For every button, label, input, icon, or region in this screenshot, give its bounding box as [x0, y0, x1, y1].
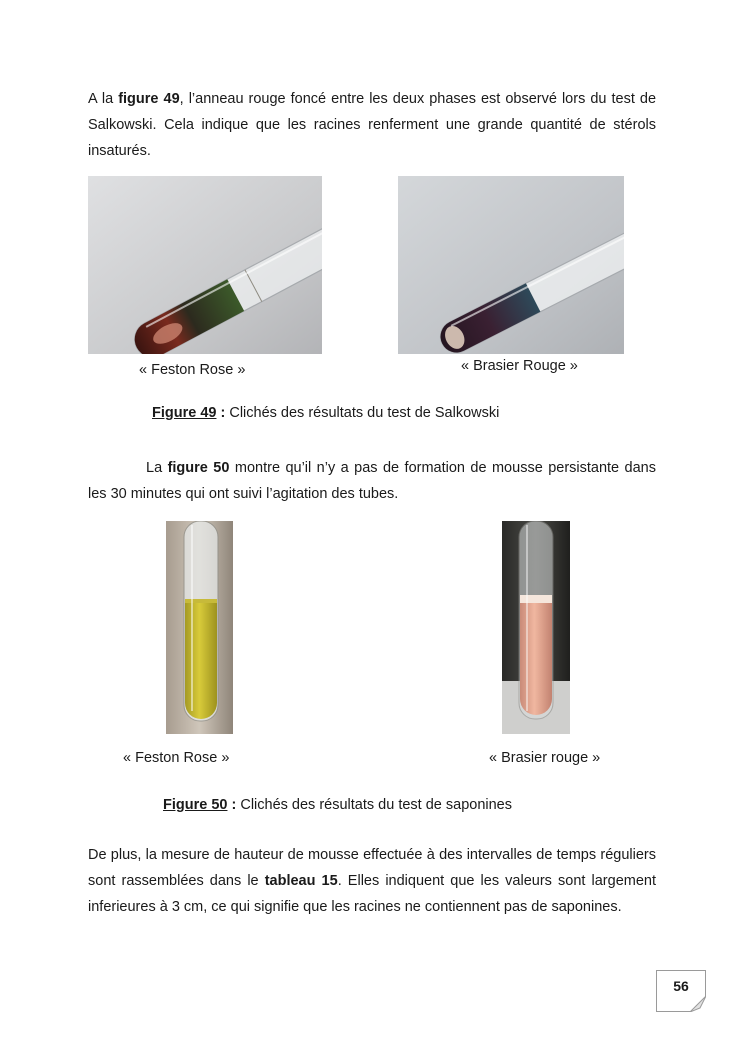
photo-saponines-brasier-rouge	[502, 521, 570, 734]
paragraph-tableau-15	[88, 842, 656, 920]
figure-reference: figure 49	[118, 91, 180, 107]
caption-text: Clichés des résultats du test de Salkowski	[225, 405, 500, 421]
figure-49-label-left: « Feston Rose »	[139, 362, 246, 378]
figure-50-label-left: « Feston Rose »	[123, 750, 230, 766]
photo-saponines-feston-rose	[166, 521, 233, 734]
caption-colon: :	[227, 797, 237, 813]
table-reference: tableau 15	[264, 873, 338, 889]
figure-reference: figure 50	[167, 460, 230, 476]
figure-50-label-right: « Brasier rouge »	[489, 750, 601, 766]
figure-number: Figure 50	[163, 797, 228, 813]
paragraph-figure-49	[88, 86, 656, 164]
figure-number: Figure 49	[152, 405, 217, 421]
caption-colon: :	[216, 405, 226, 421]
paragraph-text: . Elles indiquent que les valeurs sont largement inferieures à 3 cm, ce qui signifie que les racines ne contiennent pas de saponines.	[88, 873, 656, 915]
page-number: 56	[673, 978, 689, 994]
figure-49-caption	[152, 405, 499, 421]
caption-text: Clichés des résultats du test de saponines	[236, 797, 512, 813]
paragraph-text: montre qu’il n’y a pas de formation de mousse persistante dans les 30 minutes qui ont suivi l’agitation des tubes.	[88, 460, 657, 502]
page-curl-icon	[690, 996, 706, 1012]
photo-salkowski-brasier-rouge	[398, 176, 624, 354]
figure-49-label-right: « Brasier Rouge »	[461, 358, 578, 374]
paragraph-text: La	[146, 460, 168, 476]
page-number-box	[656, 970, 706, 1012]
figure-50-caption	[163, 797, 512, 813]
paragraph-text: A la	[88, 91, 119, 107]
photo-salkowski-feston-rose	[88, 176, 322, 354]
paragraph-figure-50	[88, 455, 656, 507]
paragraph-text: De plus, la mesure de hauteur de mousse effectuée à des intervalles de temps réguliers sont rassemblées dans le	[88, 847, 656, 889]
paragraph-text: , l’anneau rouge foncé entre les deux phases est observé lors du test de Salkowski. Cela indique que les racines renferment une grande quantité de stérols insaturés.	[88, 91, 657, 159]
